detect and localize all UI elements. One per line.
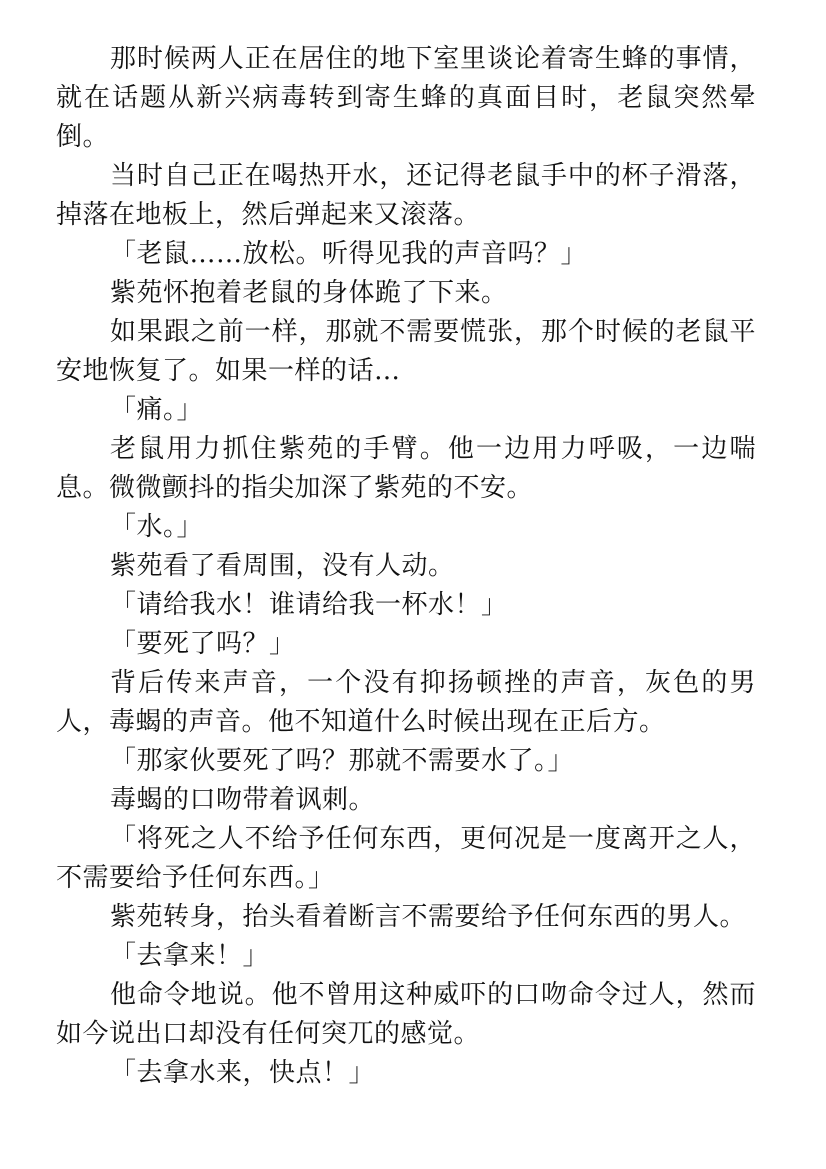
body-text	[56, 40, 756, 1093]
paragraph: 如果跟之前一样，那就不需要慌张，那个时候的老鼠平安地恢复了。如果一样的话…	[56, 317, 756, 386]
dialogue-line: 「要死了吗？」	[110, 629, 296, 659]
dialogue-line: 「那家伙要死了吗？那就不需要水了。」	[110, 746, 575, 776]
paragraph: 背后传来声音，一个没有抑扬顿挫的声音，灰色的男人，毒蝎的声音。他不知道什么时候出现在正后方。	[56, 668, 756, 737]
dialogue-line: 「将死之人不给予任何东西，更何况是一度离开之人，不需要给予任何东西。」	[56, 824, 756, 893]
paragraph: 他命令地说。他不曾用这种威吓的口吻命令过人，然而如今说出口却没有任何突兀的感觉。	[56, 980, 756, 1049]
dialogue-line: 「水。」	[110, 512, 204, 542]
paragraph: 紫苑看了看周围，没有人动。	[110, 551, 455, 581]
paragraph: 当时自己正在喝热开水，还记得老鼠手中的杯子滑落，掉落在地板上，然后弹起来又滚落。	[56, 161, 756, 230]
paragraph: 老鼠用力抓住紫苑的手臂。他一边用力呼吸，一边喘息。微微颤抖的指尖加深了紫苑的不安。	[56, 434, 756, 503]
paragraph: 毒蝎的口吻带着讽刺。	[110, 785, 376, 815]
paragraph: 那时候两人正在居住的地下室里谈论着寄生蜂的事情，就在话题从新兴病毒转到寄生蜂的真面目时，老鼠突然晕倒。	[56, 44, 756, 152]
dialogue-line: 「痛。」	[110, 395, 204, 425]
paragraph: 紫苑怀抱着老鼠的身体跪了下来。	[110, 278, 508, 308]
dialogue-line: 「去拿来！」	[110, 941, 270, 971]
dialogue-line: 「去拿水来，快点！」	[110, 1058, 376, 1088]
paragraph: 紫苑转身，抬头看着断言不需要给予任何东西的男人。	[110, 902, 747, 932]
dialogue-line: 「请给我水！谁请给我一杯水！」	[110, 590, 508, 620]
dialogue-line: 「老鼠……放松。听得见我的声音吗？」	[110, 239, 588, 269]
